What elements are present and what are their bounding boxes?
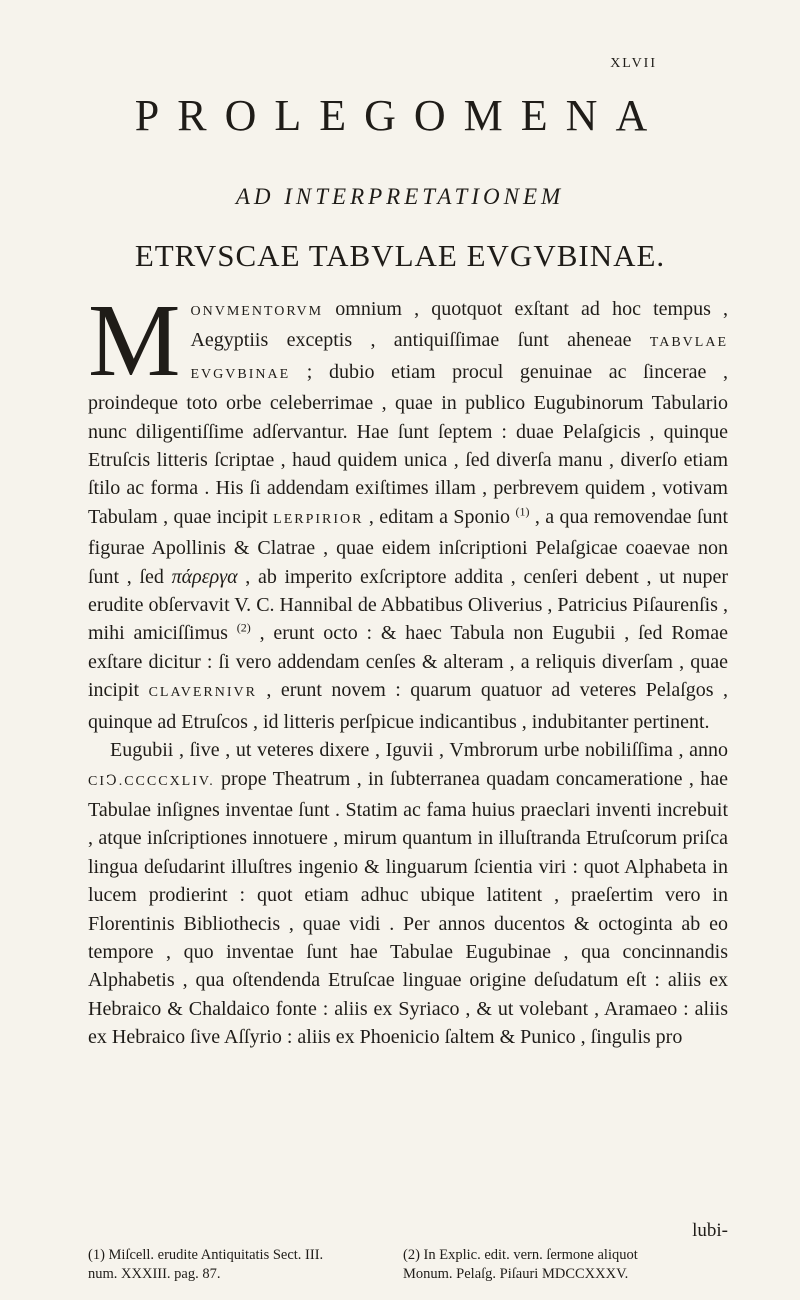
footnote-1: [88, 1246, 398, 1284]
paragraph-1-text-e: , ab imperito exſcriptore addita , cenſeri debent , ut nuper erudite obſervavit V. C. Hannibal de Abbatibus Oliverius , Patricius Piſaurenſis , mihi amiciſſimus: [88, 565, 729, 645]
paragraph-1-text-b: ; dubio etiam procul genuinae ac ſincerae , proindeque toto orbe celeberrimae , quae in publico Eugubinorum Tabulario nunc diligentiſſime adſervantur. Hae ſunt ſeptem : duae Pelaſgicis , quinque Etruſcis litteris ſcriptae , haud quidem unica , ſed diverſa manu , diverſo etiam ſtilo ac forma . His ſi addendam exiſtimes illam , perbrevem quidem , votivam Tabulam , quae incipit: [88, 360, 728, 528]
drop-cap: M: [88, 283, 181, 398]
smallcaps-date: CIↃ.CCCCXLIV.: [88, 773, 215, 789]
footnotes: [88, 1246, 728, 1284]
paragraph-2-text-a: Eugubii , ſive , ut veteres dixere , Iguvii , Vmbrorum urbe nobiliſſima , anno: [110, 739, 728, 762]
paragraph-1-text-c: , editam a Sponio: [363, 505, 516, 528]
catchword: lubi-: [692, 1220, 728, 1241]
footnote-2-line-1: (2) In Explic. edit. vern. ſermone aliquot: [403, 1247, 638, 1263]
paragraph-1-text-g: , erunt novem : quarum quatuor ad veteres Pelaſgos , quinque ad Etruſcos , id litteris perſpicue indicantibus , indubitanter pertinent.: [88, 679, 728, 733]
paragraph-2-text-b: prope Theatrum , in ſubterranea quadam concameratione , hae Tabulae inſignes inventae ſunt . Statim ac fama huius praeclari inventi increbuit , atque inſcriptiones innotuere , mirum quantum in illuſtranda Etruſcorum priſca lingua deſudarint illuſtres ingenio & linguarum ſcientia viri : quot Alphabeta in lucem prodierint : quot etiam adhuc ubique latitent , praeſertim vero in Florentinis Bibliothecis , quae vidi . Per annos ducentos & octoginta ab eo tempore , quo inventae ſunt hae Tabulae Eugubinae , qua concinnandis Alphabetis , qua oſtendenda Etruſcae linguae origine deſudatum eſt : aliis ex Hebraico & Chaldaico fonte : aliis ex Syriaco , & ut volebant , Aramaeo : aliis ex Hebraico ſive Aſſyrio : aliis ex Phoenicio ſaltem & Punico , ſingulis pro: [88, 767, 728, 1049]
footnote-ref-2: (2): [236, 620, 251, 635]
footnote-1-line-2: num. XXXIII. pag. 87.: [88, 1266, 221, 1282]
footnote-ref-1: (1): [515, 504, 530, 519]
footnote-2-line-2: Monum. Pelaſg. Piſauri MDCCXXXV.: [403, 1266, 629, 1282]
paragraph-1-text-a: omnium , quotquot exſtant ad hoc tempus , Aegyptiis exceptis , antiquiſſimae ſunt aheneae: [190, 298, 728, 352]
smallcaps-lerpirior: LERPIRIOR: [273, 511, 364, 527]
paragraph-1: [88, 283, 729, 736]
paragraph-1-text-f: , erunt octo : & haec Tabula non Eugubii , ſed Romae exſtare dicitur : ſi vero addendam cenſes & alteram , a reliquis diverſam , quae incipit: [88, 622, 728, 702]
page-subtitle-2: ETRVSCAE TABVLAE EVGVBINAE.: [134, 238, 666, 273]
page-subtitle: AD INTERPRETATIONEM: [235, 184, 565, 209]
greek-word: πάρεργα: [171, 565, 238, 588]
smallcaps-clavernivr: CLAVERNIVR: [148, 685, 257, 701]
lead-smallcaps: ONVMENTORVM: [190, 304, 324, 319]
body-text: [88, 283, 729, 1052]
footnote-2: [403, 1246, 728, 1284]
page-title: PROLEGOMENA: [134, 91, 666, 140]
paragraph-1-text-d: , a qua removendae ſunt figurae Apollinis & Clatrae , quae eidem inſcriptioni Pelaſgicae coaevae non ſunt , ſed: [88, 505, 729, 588]
page-number: XLVII: [610, 56, 657, 71]
paragraph-2: [88, 736, 728, 1051]
smallcaps-tabvlae: TABVLAE EVGVBINAE: [190, 335, 728, 382]
footnote-1-line-1: (1) Miſcell. erudite Antiquitatis Sect. III.: [88, 1247, 324, 1263]
